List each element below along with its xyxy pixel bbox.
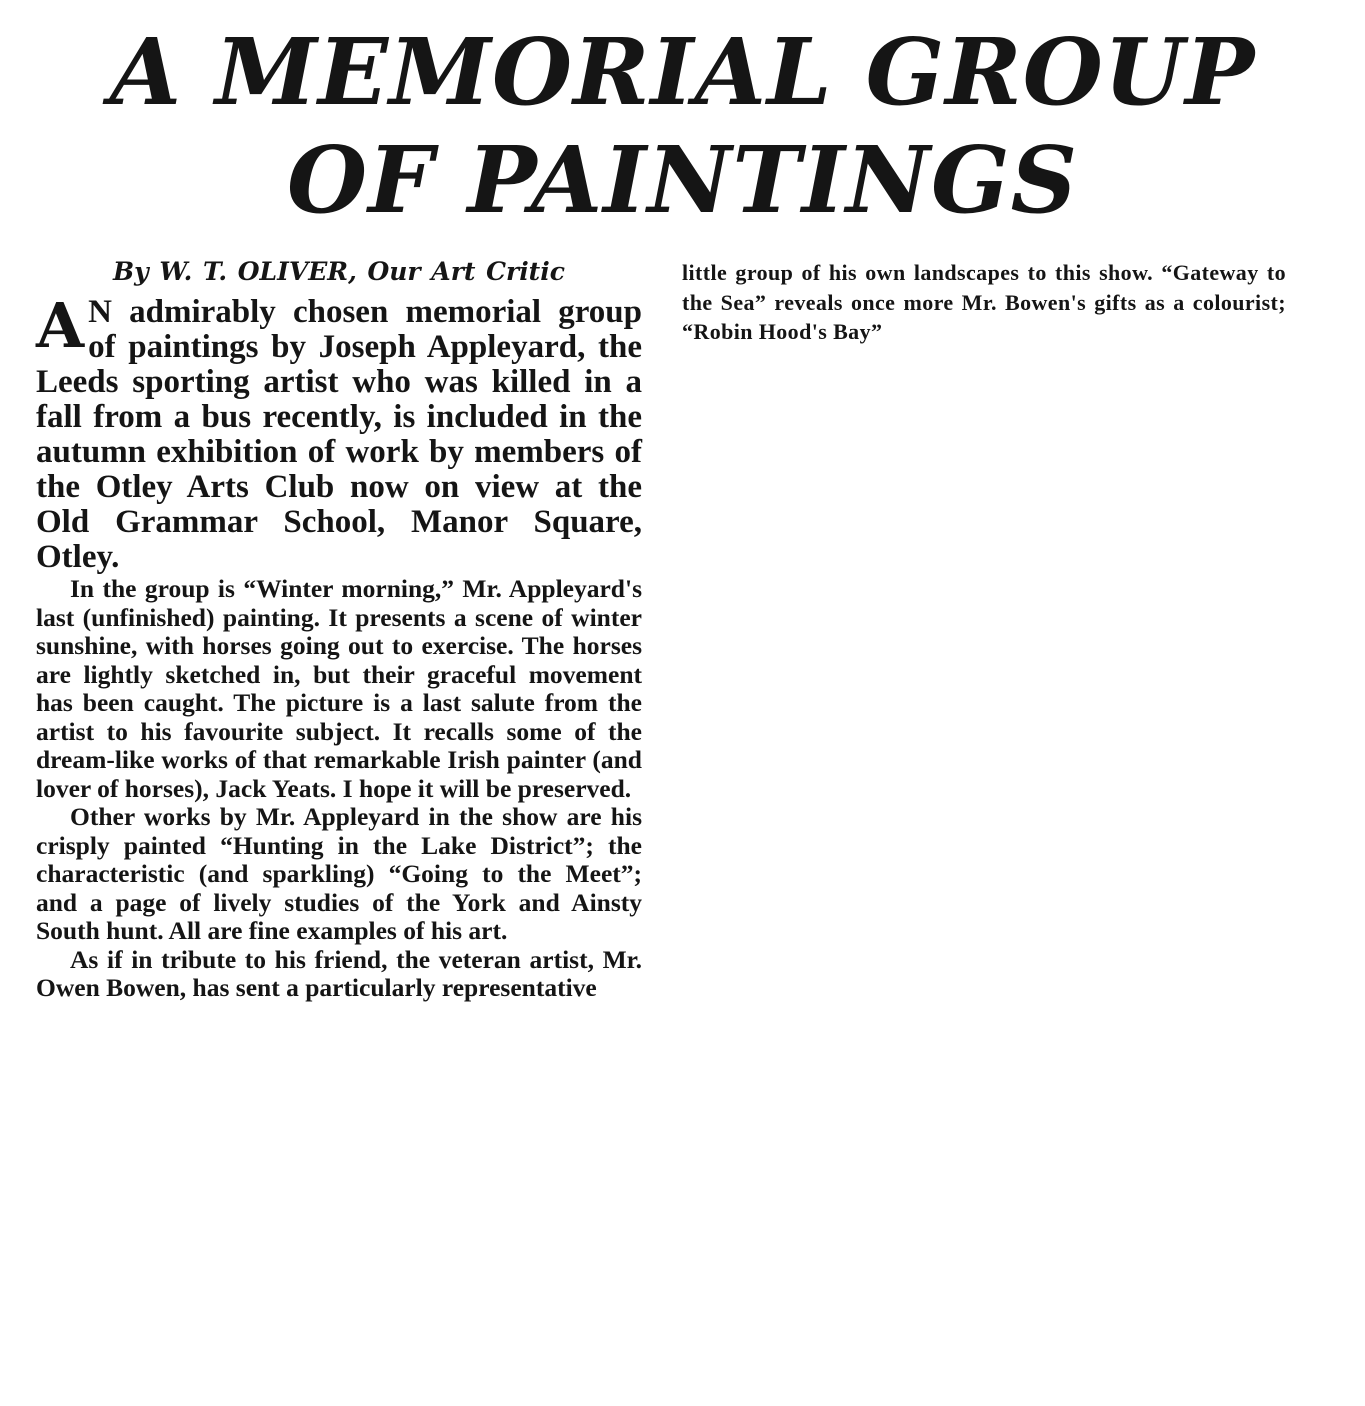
lead-paragraph [36,289,642,575]
body-paragraph-2: Other works by Mr. Appleyard in the show are his crisply painted “Hunting in the Lake District”; the characteristic (and sparkling) “Going to the Meet”; and a page of lively studies of the York and Ainsty South hunt. All are fine examples of his art. [36,802,642,945]
drop-cap: A [36,289,85,362]
headline [0,18,1365,234]
body-paragraph-3: As if in tribute to his friend, the veteran artist, Mr. Owen Bowen, has sent a particularly representative [36,944,642,1002]
continuation-paragraph: little group of his own landscapes to this show. “Gateway to the Sea” reveals once more Mr. Bowen's gifts as a colourist; “Robin Hood's Bay” [682,260,1286,344]
lead-paragraph-text: N admirably chosen memorial group of paintings by Joseph Appleyard, the Leeds sporting artist who was killed in a fall from a bus recently, is included in the autumn exhibition of work by members of the Otley Arts Club now on view at the Old Grammar School, Manor Square, Otley. [36,294,642,575]
headline-line-2: OF PAINTINGS [286,126,1079,234]
article-column-right [682,258,1286,347]
byline: By W. T. OLIVER, Our Art Critic [113,257,565,286]
body-paragraph-1: In the group is “Winter morning,” Mr. Appleyard's last (unfinished) painting. It presents a scene of winter sunshine, with horses going out to exercise. The horses are lightly sketched in, but their graceful movement has been caught. The picture is a last salute from the artist to his favourite subject. It recalls some of the dream-like works of that remarkable Irish painter (and lover of horses), Jack Yeats. I hope it will be preserved. [36,574,642,803]
article-column-left [36,255,642,1003]
headline-line-1: A MEMORIAL GROUP [109,18,1256,126]
